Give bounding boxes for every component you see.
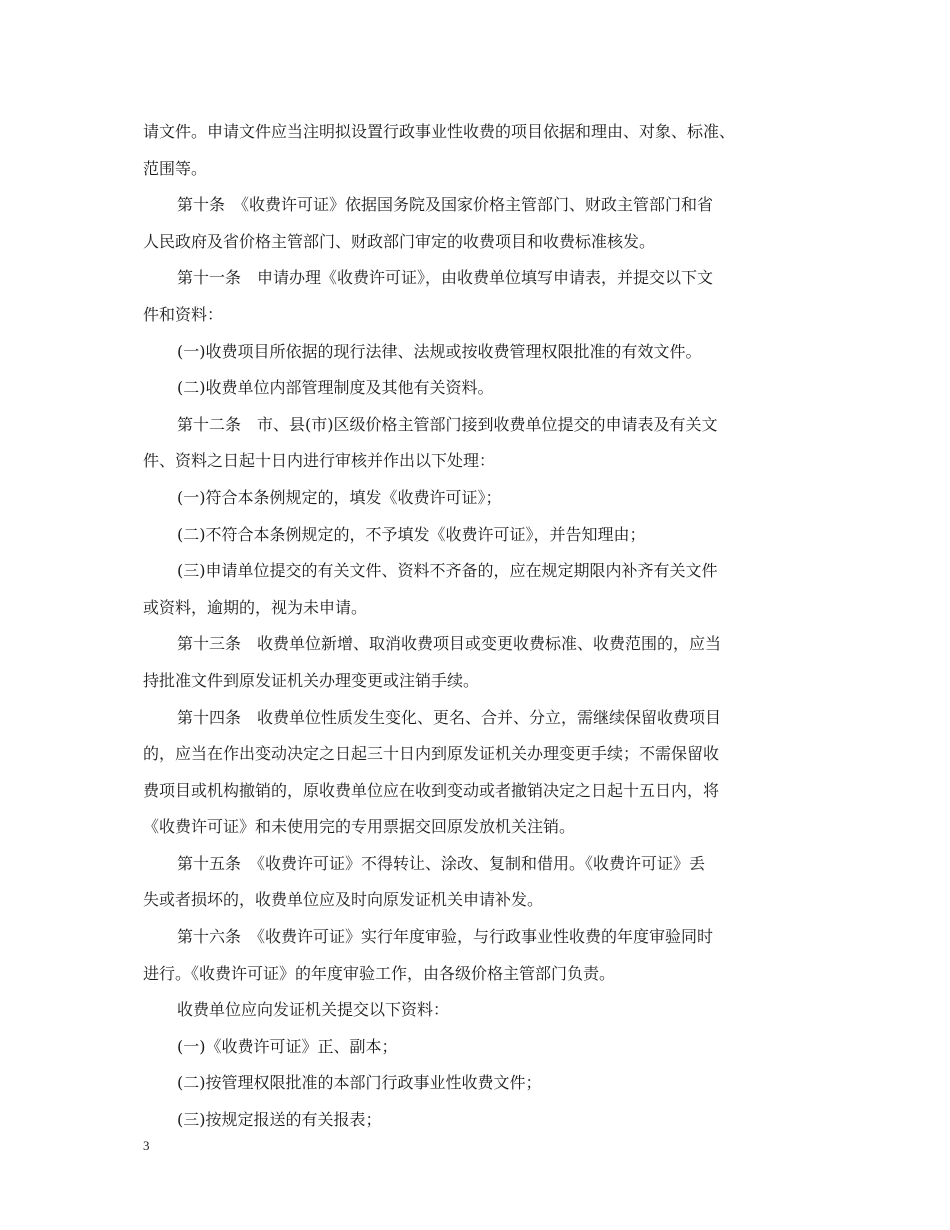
- text-line: 第十一条 申请办理《收费许可证》，由收费单位填写申请表，并提交以下文: [177, 268, 714, 288]
- text-line: 持批准文件到原发证机关办理变更或注销手续。: [143, 670, 480, 690]
- text-line: (二)按管理权限批准的本部门行政事业性收费文件；: [177, 1073, 542, 1093]
- text-line: (一)收费项目所依据的现行法律、法规或按收费管理权限批准的有效文件。: [177, 341, 702, 361]
- text-line: 第十条 《收费许可证》依据国务院及国家价格主管部门、财政主管部门和省: [177, 195, 714, 215]
- text-line: (三)按规定报送的有关报表；: [177, 1110, 382, 1130]
- text-line: (三)申请单位提交的有关文件、资料不齐备的，应在规定期限内补齐有关文件: [177, 561, 718, 581]
- text-line: 费项目或机构撤销的，原收费单位应在收到变动或者撤销决定之日起十五日内，将: [143, 780, 720, 800]
- text-line: (一)符合本条例规定的，填发《收费许可证》；: [177, 487, 502, 507]
- text-line: 第十四条 收费单位性质发生变化、更名、合并、分立，需继续保留收费项目: [177, 707, 722, 727]
- text-line: 件、资料之日起十日内进行审核并作出以下处理：: [143, 451, 496, 471]
- text-line: (二)收费单位内部管理制度及其他有关资料。: [177, 378, 494, 398]
- document-body: [143, 114, 813, 1139]
- text-line: 第十五条 《收费许可证》不得转让、涂改、复制和借用。《收费许可证》丢: [177, 853, 706, 873]
- text-line: 请文件。申请文件应当注明拟设置行政事业性收费的项目依据和理由、对象、标准、: [143, 122, 736, 141]
- text-line: 的，应当在作出变动决定之日起三十日内到原发证机关办理变更手续；不需保留收: [143, 744, 720, 764]
- text-line: 《收费许可证》和未使用完的专用票据交回原发放机关注销。: [143, 817, 576, 837]
- page-number: 3: [143, 1138, 150, 1153]
- text-line: (二)不符合本条例规定的，不予填发《收费许可证》，并告知理由；: [177, 524, 646, 544]
- text-line: (一)《收费许可证》正、副本；: [177, 1036, 398, 1056]
- text-line: 失或者损坏的，收费单位应及时向原发证机关申请补发。: [143, 890, 544, 910]
- text-line: 第十二条 市、县(市)区级价格主管部门接到收费单位提交的申请表及有关文: [177, 414, 718, 434]
- text-line: 收费单位应向发证机关提交以下资料：: [177, 1000, 450, 1020]
- text-line: 进行。《收费许可证》的年度审验工作，由各级价格主管部门负责。: [143, 963, 616, 983]
- text-line: 范围等。: [143, 158, 208, 178]
- text-line: 或资料，逾期的，视为未申请。: [143, 597, 368, 617]
- text-line: 人民政府及省价格主管部门、财政部门审定的收费项目和收费标准核发。: [143, 231, 656, 251]
- text-line: 第十六条 《收费许可证》实行年度审验，与行政事业性收费的年度审验同时: [177, 927, 714, 947]
- text-line: 第十三条 收费单位新增、取消收费项目或变更收费标准、收费范围的，应当: [177, 634, 722, 654]
- text-line: 件和资料：: [143, 304, 224, 324]
